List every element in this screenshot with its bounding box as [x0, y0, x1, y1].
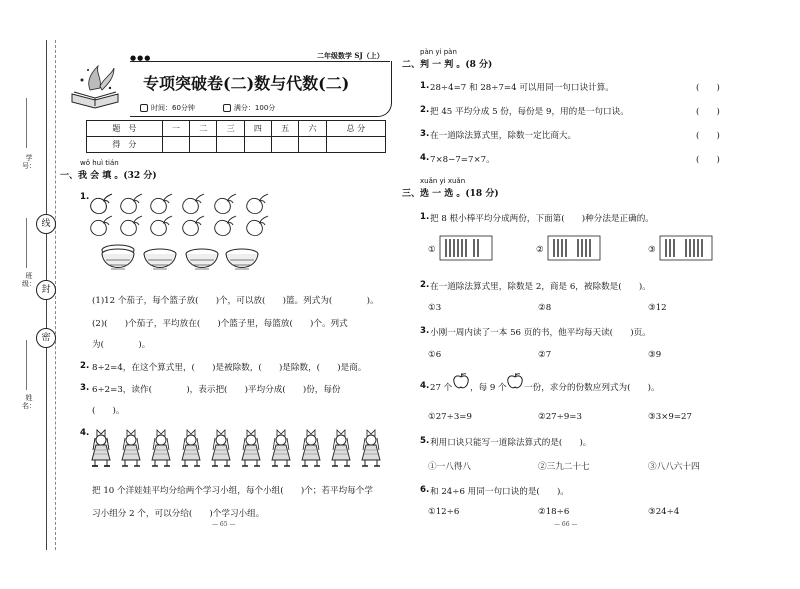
q2-number: 2.	[80, 361, 90, 371]
binding-strip	[22, 40, 52, 550]
grade-tag: 二年级数学 SJ（上）	[317, 51, 384, 60]
s2-q1-answer[interactable]: ( )	[696, 83, 720, 93]
option[interactable]: ③24÷4	[648, 507, 680, 517]
option[interactable]: ①12÷6	[428, 507, 460, 517]
book-logo-icon	[68, 60, 122, 108]
header-dots: ●●●	[130, 54, 152, 62]
s2-q3-answer[interactable]: ( )	[696, 131, 720, 141]
s3-q5-options	[428, 460, 758, 472]
q1-line3: 为( )。	[92, 340, 151, 350]
s3-q4-pre: 27 个	[430, 383, 453, 393]
s3-q6-number: 6.	[420, 485, 430, 495]
q4-number: 4.	[80, 428, 90, 438]
class-label: 班级：	[22, 272, 36, 288]
name-field[interactable]	[26, 340, 27, 390]
s3-q2-number: 2.	[420, 280, 430, 290]
s3-q2-text: 在一道除法算式里，除数是 2，商是 6，被除数是( )。	[430, 282, 651, 292]
section2-pinyin: pàn yi pàn	[420, 48, 457, 56]
s2-q1-text: 28÷4=7 和 28÷7=4 可以用同一句口诀计算。	[430, 83, 614, 93]
option[interactable]: ③八八六十四	[648, 462, 700, 472]
header-rule	[130, 61, 390, 62]
q3-line2: ( )。	[92, 406, 125, 416]
s3-q6-options	[428, 507, 758, 517]
score-input-cell[interactable]	[162, 137, 189, 153]
score-input-cell[interactable]	[217, 137, 244, 153]
score-input-cell[interactable]	[326, 137, 385, 153]
s3-q3-options	[428, 350, 758, 360]
s3-q3-number: 3.	[420, 326, 430, 336]
q1-line2: (2)( )个茄子，平均放在( )个篮子里，每篮放( )个。列式	[92, 319, 348, 329]
section3-title: 三、选 一 选 。(18 分)	[402, 189, 499, 199]
option[interactable]: ②27÷9=3	[538, 412, 582, 422]
clock-icon	[140, 104, 148, 112]
q4-line1: 把 10 个洋娃娃平均分给两个学习小组，每个小组( )个；若平均每个学	[92, 486, 373, 496]
score-cell: 得 分	[87, 137, 163, 153]
s3-q5-text: 利用口诀只能写一道除法算式的是( )。	[430, 438, 592, 448]
s3-q4-post: 一份，求分的份数应列式为( )。	[524, 383, 660, 393]
section2-title: 二、判 一 判 。(8 分)	[402, 60, 493, 70]
s2-q1-number: 1.	[420, 81, 430, 91]
seal-line: 线	[36, 214, 56, 234]
score-input-cell[interactable]	[190, 137, 217, 153]
q4-line2: 习小组分 2 个，可以分给( )个学习小组。	[92, 509, 265, 519]
s2-q2-text: 把 45 平均分成 5 份，每份是 9，用的是一句口诀。	[430, 107, 629, 117]
option[interactable]: ③9	[648, 350, 662, 360]
seal-seal: 封	[36, 280, 56, 300]
score-cell: 一	[162, 121, 189, 137]
score-cell: 六	[299, 121, 326, 137]
sticks-option3-icon	[658, 234, 714, 262]
score-table-header-row	[87, 121, 386, 137]
option[interactable]: ③3×9=27	[648, 412, 692, 422]
option[interactable]: ②7	[538, 350, 552, 360]
q1-line1: (1)12 个茄子，每个篮子放( )个，可以放( )篮。列式为( )。	[92, 296, 379, 306]
s3-q3-text: 小刚一周内读了一本 56 页的书，他平均每天读( )页。	[430, 328, 651, 338]
seal-secret: 密	[36, 328, 56, 348]
basket-icons	[100, 242, 280, 282]
page-number-left: — 65 —	[212, 521, 236, 528]
s2-q2-number: 2.	[420, 105, 430, 115]
s3-q1-opt1[interactable]: ①	[428, 245, 436, 255]
score-cell: 四	[244, 121, 271, 137]
section3-pinyin: xuǎn yi xuǎn	[420, 177, 466, 185]
s3-q6-text: 和 24÷6 用同一句口诀的是( )。	[430, 487, 569, 497]
class-field[interactable]	[26, 218, 27, 268]
q2-text: 8÷2=4，在这个算式里，( )是被除数，( )是除数，( )是商。	[92, 363, 367, 373]
binding-dashed-line	[55, 40, 56, 550]
s2-q3-text: 在一道除法算式里，除数一定比商大。	[430, 131, 577, 141]
student-number-field[interactable]	[26, 98, 27, 148]
score-cell: 总 分	[326, 121, 385, 137]
pencil-icon	[223, 104, 231, 112]
score-table	[86, 120, 386, 153]
option[interactable]: ②18÷6	[538, 507, 570, 517]
s2-q2-answer[interactable]: ( )	[696, 107, 720, 117]
score-cell: 二	[190, 121, 217, 137]
s3-q4-options	[428, 412, 758, 422]
section1-pinyin: wǒ huì tián	[80, 159, 119, 167]
s3-q1-opt3[interactable]: ③	[648, 245, 656, 255]
s2-q4-answer[interactable]: ( )	[696, 155, 720, 165]
score-input-cell[interactable]	[272, 137, 299, 153]
s3-q5-number: 5.	[420, 436, 430, 446]
s3-q4-number: 4.	[420, 381, 430, 391]
option[interactable]: ①6	[428, 350, 442, 360]
sticks-option2-icon	[546, 234, 602, 262]
option[interactable]: ①27÷3=9	[428, 412, 472, 422]
score-cell: 五	[272, 121, 299, 137]
section1-title: 一、我 会 填 。(32 分)	[60, 171, 157, 181]
score-table-score-row	[87, 137, 386, 153]
score-input-cell[interactable]	[299, 137, 326, 153]
exam-meta	[140, 103, 275, 113]
s3-q1-text: 把 8 根小棒平均分成两份，下面第( )种分法是正确的。	[430, 214, 654, 224]
s2-q4-number: 4.	[420, 153, 430, 163]
page-number-right: — 66 —	[554, 521, 578, 528]
score-cell: 三	[217, 121, 244, 137]
q3-line1: 6÷2=3，读作( )，表示把( )平均分成( )份，每份	[92, 385, 341, 395]
eggplant-icons	[90, 192, 280, 242]
option[interactable]: ②8	[538, 303, 552, 313]
s3-q1-number: 1.	[420, 212, 430, 222]
s2-q4-text: 7×8−7=7×7。	[430, 155, 495, 165]
q1-number: 1.	[80, 192, 90, 202]
student-number-label: 学号：	[22, 154, 36, 170]
score-input-cell[interactable]	[244, 137, 271, 153]
sticks-option1-icon	[438, 234, 494, 262]
apple-icon	[506, 372, 524, 390]
q3-number: 3.	[80, 383, 90, 393]
s3-q1-opt2[interactable]: ②	[536, 245, 544, 255]
apple-icon	[452, 372, 470, 390]
name-label: 姓名：	[22, 394, 36, 410]
time-label: 时间：60分钟	[151, 104, 195, 112]
s2-q3-number: 3.	[420, 129, 430, 139]
doll-icons	[88, 428, 388, 472]
score-cell: 题 号	[87, 121, 163, 137]
page-title: 专项突破卷(二)数与代数(二)	[143, 74, 350, 93]
option[interactable]: ③12	[648, 303, 667, 313]
s3-q2-options	[428, 303, 758, 313]
option[interactable]: ②三九二十七	[538, 462, 590, 472]
score-label: 满分：100分	[233, 104, 276, 112]
option[interactable]: ①一八得八	[428, 462, 471, 472]
s3-q4-mid: ，每 9 个	[470, 383, 507, 393]
option[interactable]: ①3	[428, 303, 442, 313]
